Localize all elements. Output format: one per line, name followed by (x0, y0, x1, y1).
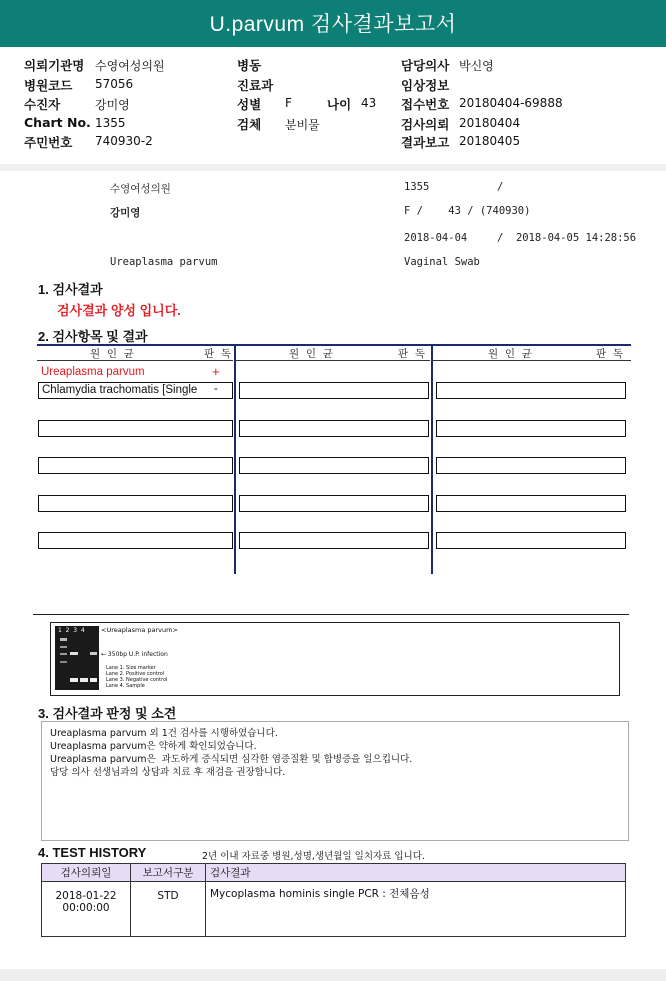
gel-band (70, 652, 78, 655)
request-date-value: 20180404 (459, 116, 521, 130)
resident-no-label: 주민번호 (24, 135, 73, 150)
result-row (38, 420, 233, 437)
col-organism-label: 원 인 균 (488, 348, 532, 360)
sex-label: 성별 (237, 97, 262, 112)
organism-name-1: Ureaplasma parvum (41, 366, 145, 378)
request-date-label: 검사의뢰 (401, 117, 450, 132)
gel-legend-2: Lane 2. Positive control (106, 671, 165, 677)
specimen-value: 분비물 (285, 118, 320, 132)
footer-band (0, 969, 666, 981)
reception-no-label: 접수번호 (401, 97, 450, 112)
info-clinic: 수영여성의원 (110, 183, 171, 195)
finding-line: Ureaplasma parvum 외 1건 검사를 시행하였습니다. (50, 728, 278, 739)
chart-no-value: 1355 (95, 116, 126, 130)
resident-no-value: 740930-2 (95, 134, 153, 148)
finding-line: Ureaplasma parvum은 약하게 확인되었습니다. (50, 741, 257, 752)
info-sex-age: F / 43 / (740930) (404, 205, 531, 217)
section1-title: 1. 검사결과 (38, 282, 103, 297)
result-row (38, 495, 233, 512)
gel-band (60, 661, 67, 663)
patient-value: 강미영 (95, 98, 130, 112)
result-summary: 검사결과 양성 입니다. (57, 303, 181, 318)
report-title: U.parvum 검사결과보고서 (0, 0, 666, 47)
history-result: Mycoplasma hominis single PCR : 전체음성 (206, 882, 626, 937)
hospital-code-label: 병원코드 (24, 78, 73, 93)
result-row (239, 382, 429, 399)
history-time: 00:00:00 (62, 902, 110, 914)
section2-title: 2. 검사항목 및 결과 (38, 329, 148, 344)
institution-label: 의뢰기관명 (24, 58, 85, 73)
info-date-reported: / 2018-04-05 14:28:56 (497, 232, 637, 244)
findings-box (41, 721, 629, 841)
history-col-type: 보고서구분 (131, 864, 206, 882)
history-header-row (42, 864, 626, 882)
history-date-cell (42, 882, 131, 937)
gel-band (90, 652, 97, 655)
age-value: 43 (361, 96, 377, 110)
history-col-date: 검사의뢰일 (42, 864, 131, 882)
section4-title: 4. TEST HISTORY (38, 845, 147, 860)
gel-band (60, 638, 67, 641)
result-row (38, 382, 233, 399)
section-rule (33, 614, 629, 615)
gel-band-label: ← 350bp U.P. infection (101, 651, 168, 658)
doctor-label: 담당의사 (401, 58, 450, 73)
report-date-label: 결과보고 (401, 135, 450, 150)
history-type: STD (131, 882, 206, 937)
gel-band (60, 646, 67, 648)
result-row (436, 495, 626, 512)
organism-name-2: Chlamydia trachomatis [Single (42, 384, 198, 396)
result-row (436, 457, 626, 474)
result-row (38, 532, 233, 549)
clinical-info-label: 임상정보 (401, 78, 450, 93)
organism-result-1: + (212, 364, 220, 379)
gel-band (70, 678, 78, 682)
table-row (42, 882, 626, 937)
patient-label: 수진자 (24, 97, 61, 112)
info-chart: 1355 (404, 181, 430, 193)
gel-legend-3: Lane 3. Negative control (106, 677, 168, 683)
gel-image (55, 626, 99, 690)
result-row (239, 420, 429, 437)
gel-title: <Ureaplasma parvum> (101, 626, 178, 634)
info-date-received: 2018-04-04 (404, 232, 468, 244)
result-row (436, 532, 626, 549)
gel-electrophoresis-panel (50, 622, 620, 696)
result-row (239, 532, 429, 549)
doctor-value: 박신영 (459, 59, 494, 73)
result-row (239, 457, 429, 474)
finding-line: Ureaplasma parvum은 과도하게 증식되면 심각한 염증질환 및 합병증을 일으킵니다. (50, 754, 413, 765)
ward-label: 병동 (237, 58, 262, 73)
col-judgement-label: 판 독 (596, 348, 623, 360)
hospital-code-value: 57056 (95, 77, 134, 91)
reception-no-value: 20180404-69888 (459, 96, 563, 110)
history-col-result: 검사결과 (206, 864, 626, 882)
info-test: Ureaplasma parvum (110, 256, 218, 268)
gel-band (90, 678, 97, 682)
chart-no-label: Chart No. (24, 115, 91, 130)
info-specimen: Vaginal Swab (404, 256, 480, 268)
result-row (38, 457, 233, 474)
column-header-2 (236, 346, 430, 361)
report-date-value: 20180405 (459, 134, 521, 148)
dept-label: 진료과 (237, 78, 274, 93)
divider-band (0, 164, 666, 171)
sex-value: F (285, 96, 292, 110)
col-organism-label: 원 인 균 (289, 348, 333, 360)
organism-result-2: - (214, 383, 218, 395)
info-name: 강미영 (110, 207, 141, 219)
result-row (239, 495, 429, 512)
gel-band (60, 653, 67, 655)
column-divider (234, 346, 236, 574)
info-slash: / (497, 181, 504, 193)
gel-legend-4: Lane 4. Sample (106, 683, 145, 689)
column-header-1 (37, 346, 233, 361)
col-judgement-label: 판 독 (204, 348, 231, 360)
institution-value: 수영여성의원 (95, 59, 165, 73)
result-row (436, 420, 626, 437)
column-divider (431, 346, 433, 574)
gel-legend-1: Lane 1. Size marker (106, 665, 156, 671)
column-header-3 (433, 346, 631, 361)
age-label: 나이 (327, 97, 352, 112)
col-organism-label: 원 인 균 (90, 348, 134, 360)
gel-band (80, 678, 88, 682)
col-judgement-label: 판 독 (398, 348, 425, 360)
history-date: 2018-01-22 (55, 890, 117, 902)
specimen-label: 검체 (237, 117, 262, 132)
section3-title: 3. 검사결과 판정 및 소견 (38, 706, 177, 721)
history-table (41, 863, 626, 937)
result-row (436, 382, 626, 399)
history-note: 2년 이내 자료중 병원,성명,생년월일 일치자료 입니다. (202, 851, 425, 862)
finding-line: 담당 의사 선생님과의 상담과 치료 후 재검을 권장합니다. (50, 767, 286, 778)
gel-lane-numbers: 1 2 3 4 (58, 627, 85, 634)
